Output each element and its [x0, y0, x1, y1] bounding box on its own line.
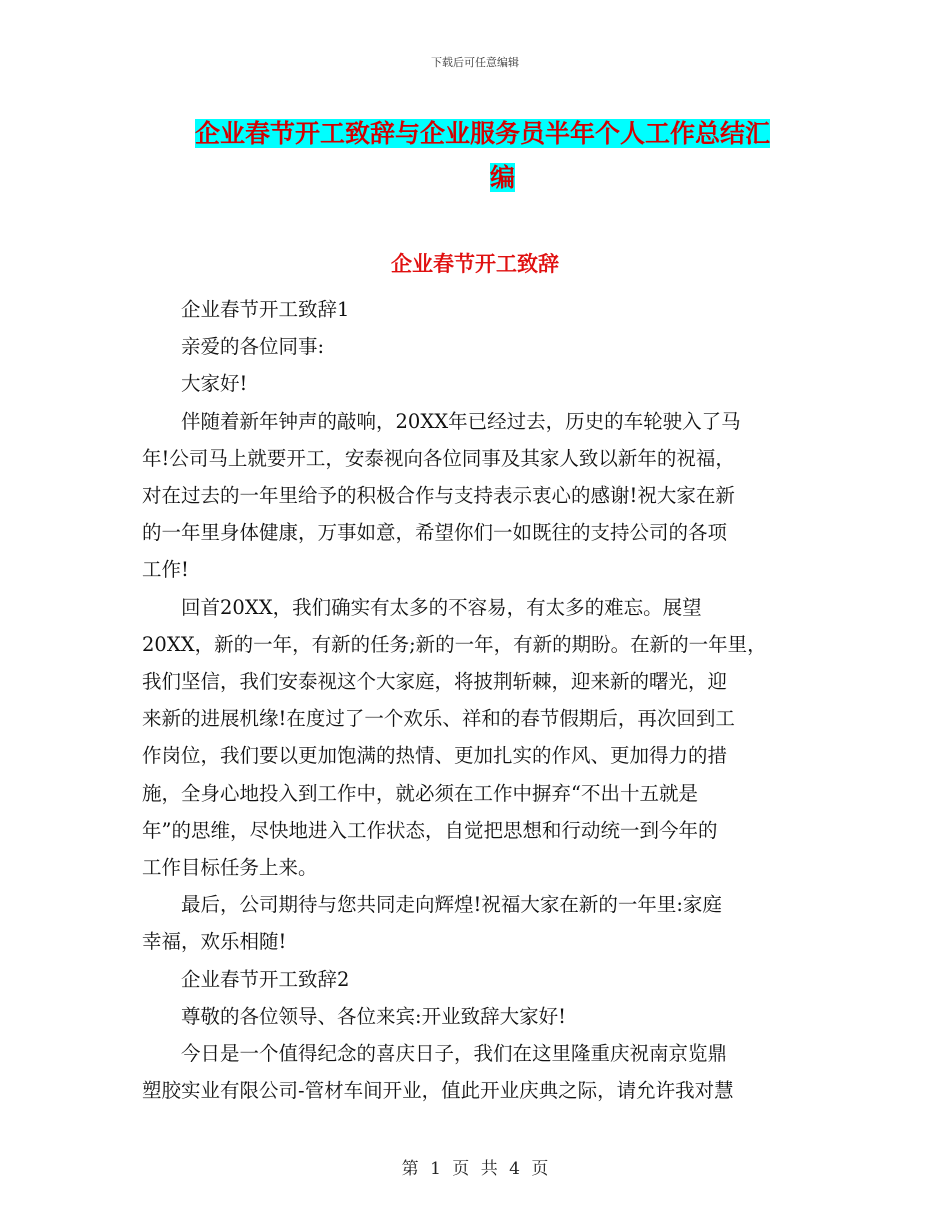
paragraph: 亲爱的各位同事: — [181, 335, 325, 359]
paragraph: 大家好! — [181, 372, 248, 396]
paragraph: 伴随着新年钟声的敲响，20XX年已经过去，历史的车轮驶入了马 年!公司马上就要开工，安泰视向各位同事及其家人致以新年的祝福， 对在过去的一年里给予的积极合作与支持表示衷心的感谢!祝大家在新 的一年里身体健康，万事如意，希望你们一如既往的支持公司的各项 工作! — [142, 409, 741, 582]
paragraph: 回首20XX，我们确实有太多的不容易，有太多的难忘。展望 20XX，新的一年，有新的任务;新的一年，有新的期盼。在新的一年里， 我们坚信，我们安泰视这个大家庭，将披荆斩棘，迎来新的曙光，迎 来新的进展机缘!在度过了一个欢乐、祥和的春节假期后，再次回到工 作岗位，我们要以更加饱满的热情、更加扎实的作风、更加得力的措 施，全身心地投入到工作中，就必须在工作中摒弃“不出十五就是 年”的思维，尽快地进入工作状态，自觉把思想和行动统一到今年的 工作目标任务上来。 — [142, 595, 767, 880]
section-heading: 企业春节开工致辞 — [391, 252, 559, 276]
paragraph: 企业春节开工致辞1 — [181, 298, 350, 321]
title-line-2-text: 编 — [489, 163, 515, 192]
paragraph: 企业春节开工致辞2 — [181, 967, 350, 991]
paragraph: 最后，公司期待与您共同走向辉煌!祝福大家在新的一年里:家庭 幸福，欢乐相随! — [142, 893, 722, 954]
paragraph: 今日是一个值得纪念的喜庆日子，我们在这里隆重庆祝南京览鼎 塑胶实业有限公司-管材车间开业，值此开业庆典之际，请允许我对慧 — [142, 1042, 734, 1103]
title-line-1-text: 企业春节开工致辞与企业服务员半年个人工作总结汇 — [195, 119, 771, 148]
title-line-1 — [195, 112, 810, 156]
document-title — [195, 112, 810, 200]
page-number-footer: 第 1 页 共 4 页 — [401, 1159, 549, 1179]
paragraph: 尊敬的各位领导、各位来宾:开业致辞大家好! — [181, 1004, 566, 1028]
title-line-2 — [195, 156, 810, 200]
document-body — [142, 291, 814, 1109]
header-note: 下载后可任意编辑 — [431, 56, 519, 69]
